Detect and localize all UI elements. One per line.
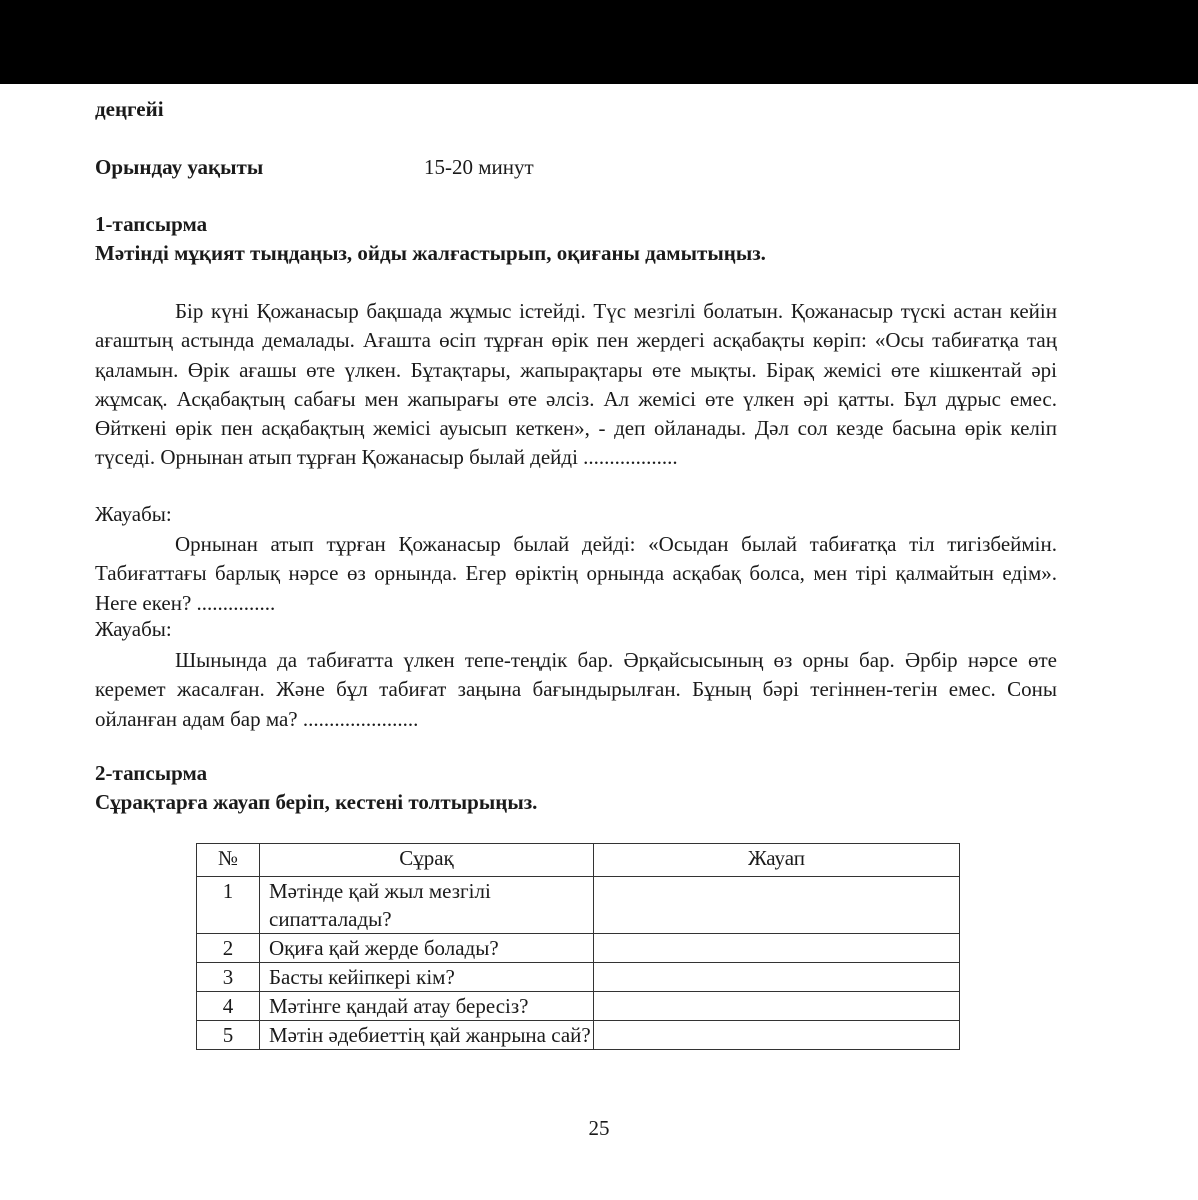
table-row bbox=[197, 934, 960, 963]
row-number: 5 bbox=[197, 1021, 260, 1050]
table-row bbox=[197, 1021, 960, 1050]
top-black-bar bbox=[0, 0, 1198, 84]
table-row bbox=[197, 963, 960, 992]
task1-instruction: Мәтінді мұқият тыңдаңыз, ойды жалғастырып, оқиғаны дамытыңыз. bbox=[95, 241, 766, 265]
time-value: 15-20 минут bbox=[424, 155, 534, 179]
row-number: 2 bbox=[197, 934, 260, 963]
task2-instruction: Сұрақтарға жауап беріп, кестені толтырыңыз. bbox=[95, 790, 538, 814]
row-answer-cell[interactable] bbox=[594, 1021, 960, 1050]
task2-title: 2-тапсырма bbox=[95, 761, 208, 785]
task1-title: 1-тапсырма bbox=[95, 212, 208, 236]
row-answer-cell[interactable] bbox=[594, 934, 960, 963]
header-number: № bbox=[197, 844, 260, 877]
answer-label-1: Жауабы: bbox=[95, 502, 172, 526]
row-answer-cell[interactable] bbox=[594, 877, 960, 934]
row-question: Оқиға қай жерде болады? bbox=[260, 934, 594, 963]
page-number: 25 bbox=[588, 1116, 610, 1140]
row-answer-cell[interactable] bbox=[594, 992, 960, 1021]
row-question: Басты кейіпкері кім? bbox=[260, 963, 594, 992]
table-header-row bbox=[197, 844, 960, 877]
row-number: 3 bbox=[197, 963, 260, 992]
header-question: Сұрақ bbox=[260, 844, 594, 877]
row-question: Мәтін әдебиеттің қай жанрына сай? bbox=[260, 1021, 594, 1050]
task1-paragraph-1: Бір күні Қожанасыр бақшада жұмыс істейді. Түс мезгілі болатын. Қожанасыр түскі астан кейін ағаштың астында демалады. Ағашта өсіп тұрған өрік пен жердегі асқабақты көріп: «Осы табиғатқа таң қаламын. Өрік ағашы өте үлкен. Бұтақтары, жапырақтары өте мықты. Бірақ жемісі өте кішкентай әрі жұмсақ. Асқабақтың сабағы мен жапырағы өте әлсіз. Ал жемісі өте үлкен әрі қатты. Бұл дұрыс емес. Өйткені өрік пен асқабақтың жемісі ауысып кеткен», - деп ойланады. Дәл сол кезде басына өрік келіп түседі. Орнынан атып тұрған Қожанасыр былай дейді .................. bbox=[95, 299, 1057, 470]
row-number: 4 bbox=[197, 992, 260, 1021]
header-answer: Жауап bbox=[594, 844, 960, 877]
row-answer-cell[interactable] bbox=[594, 963, 960, 992]
table-row bbox=[197, 877, 960, 934]
row-number: 1 bbox=[197, 877, 260, 934]
table-row bbox=[197, 992, 960, 1021]
row-question: Мәтінге қандай атау бересіз? bbox=[260, 992, 594, 1021]
questions-table bbox=[196, 843, 960, 1050]
answer-label-2: Жауабы: bbox=[95, 617, 172, 641]
task1-paragraph-2: Орнынан атып тұрған Қожанасыр былай дейді: «Осыдан былай табиғатқа тіл тигізбеймін. Табиғаттағы барлық нәрсе өз орнында. Егер өріктің орнында асқабақ болса, мен тірі қалмайтын едім». Неге екен? ............... bbox=[95, 532, 1057, 615]
skill-level-label-continuation: деңгейі bbox=[95, 97, 164, 121]
task1-paragraph-3: Шынында да табиғатта үлкен тепе-теңдік бар. Әрқайсысының өз орны бар. Әрбір нәрсе өте керемет жасалған. Және бұл табиғат заңына бағындырылған. Бұның бәрі тегіннен-тегін емес. Соны ойланған адам бар ма? ...................... bbox=[95, 648, 1057, 731]
time-label: Орындау уақыты bbox=[95, 155, 264, 179]
row-question: Мәтінде қай жыл мезгілі сипатталады? bbox=[260, 877, 594, 934]
